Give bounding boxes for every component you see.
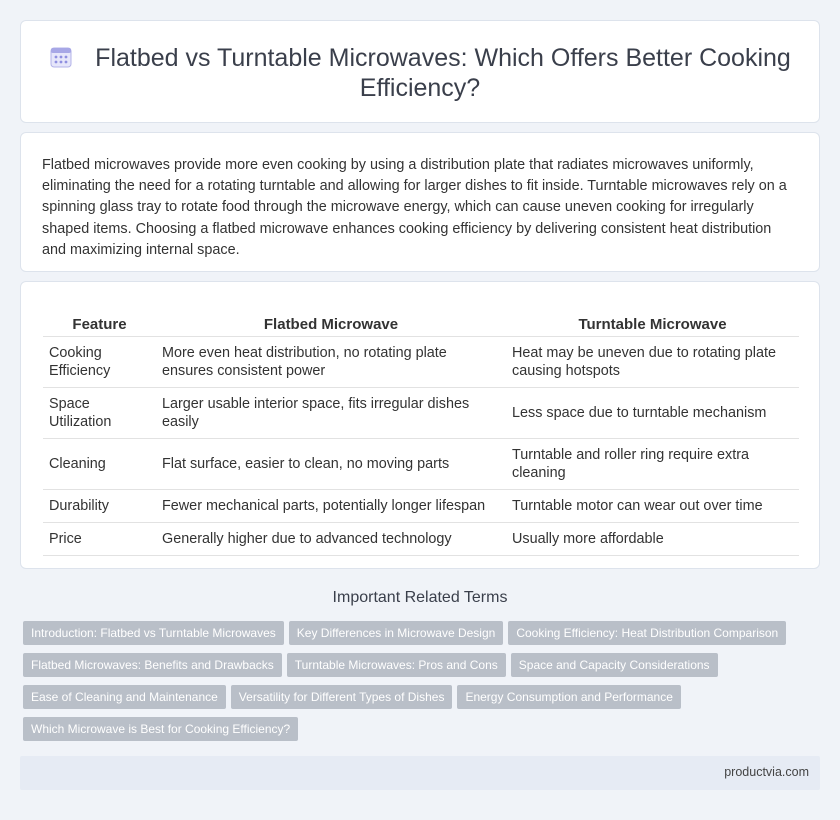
page-title: Flatbed vs Turntable Microwaves: Which Offers Better Cooking Efficiency? <box>95 44 791 102</box>
cell-flatbed: Flat surface, easier to clean, no moving parts <box>156 439 506 490</box>
related-term-link[interactable]: Cooking Efficiency: Heat Distribution Comparison <box>508 621 786 645</box>
footer-bar <box>20 756 820 790</box>
related-terms-heading: Important Related Terms <box>332 589 508 606</box>
table-row <box>43 337 799 388</box>
related-term-link[interactable]: Space and Capacity Considerations <box>511 653 718 677</box>
related-term-link[interactable]: Introduction: Flatbed vs Turntable Microwaves <box>23 621 284 645</box>
cell-feature: Price <box>43 523 156 556</box>
related-term-link[interactable]: Versatility for Different Types of Dishes <box>231 685 453 709</box>
cell-feature: Cooking Efficiency <box>43 337 156 388</box>
related-terms-list <box>23 621 803 749</box>
related-term-link[interactable]: Turntable Microwaves: Pros and Cons <box>287 653 506 677</box>
related-term-link[interactable]: Ease of Cleaning and Maintenance <box>23 685 226 709</box>
table-row <box>43 490 799 523</box>
title-row <box>21 43 819 103</box>
intro-card <box>20 132 820 272</box>
related-term-link[interactable]: Key Differences in Microwave Design <box>289 621 504 645</box>
cell-turntable: Turntable motor can wear out over time <box>506 490 799 523</box>
comparison-table <box>43 316 799 556</box>
cell-feature: Durability <box>43 490 156 523</box>
footer-site-link[interactable]: productvia.com <box>724 765 809 779</box>
comparison-table-card <box>20 281 820 569</box>
calendar-grid-icon <box>49 45 73 69</box>
title-card <box>20 20 820 123</box>
table-header-row <box>43 316 799 337</box>
cell-turntable: Heat may be uneven due to rotating plate causing hotspots <box>506 337 799 388</box>
related-term-link[interactable]: Flatbed Microwaves: Benefits and Drawbacks <box>23 653 282 677</box>
cell-feature: Space Utilization <box>43 388 156 439</box>
header-feature: Feature <box>43 316 156 337</box>
intro-paragraph: Flatbed microwaves provide more even cooking by using a distribution plate that radiates microwaves uniformly, eliminating the need for a rotating turntable and allowing for larger dishes to fit inside. Turntable microwaves rely on a spinning glass tray to rotate food through the microwave energy, which can cause uneven cooking for irregularly shaped items. Choosing a flatbed microwave enhances cooking efficiency by delivering consistent heat distribution and maximizing internal space. <box>42 157 787 258</box>
cell-turntable: Usually more affordable <box>506 523 799 556</box>
cell-flatbed: More even heat distribution, no rotating plate ensures consistent power <box>156 337 506 388</box>
cell-feature: Cleaning <box>43 439 156 490</box>
table-row <box>43 439 799 490</box>
table-row <box>43 388 799 439</box>
cell-flatbed: Fewer mechanical parts, potentially longer lifespan <box>156 490 506 523</box>
related-term-link[interactable]: Which Microwave is Best for Cooking Efficiency? <box>23 717 298 741</box>
related-term-link[interactable]: Energy Consumption and Performance <box>457 685 680 709</box>
header-turntable: Turntable Microwave <box>506 316 799 337</box>
cell-turntable: Turntable and roller ring require extra cleaning <box>506 439 799 490</box>
cell-flatbed: Larger usable interior space, fits irregular dishes easily <box>156 388 506 439</box>
cell-turntable: Less space due to turntable mechanism <box>506 388 799 439</box>
cell-flatbed: Generally higher due to advanced technology <box>156 523 506 556</box>
header-flatbed: Flatbed Microwave <box>156 316 506 337</box>
table-row <box>43 523 799 556</box>
